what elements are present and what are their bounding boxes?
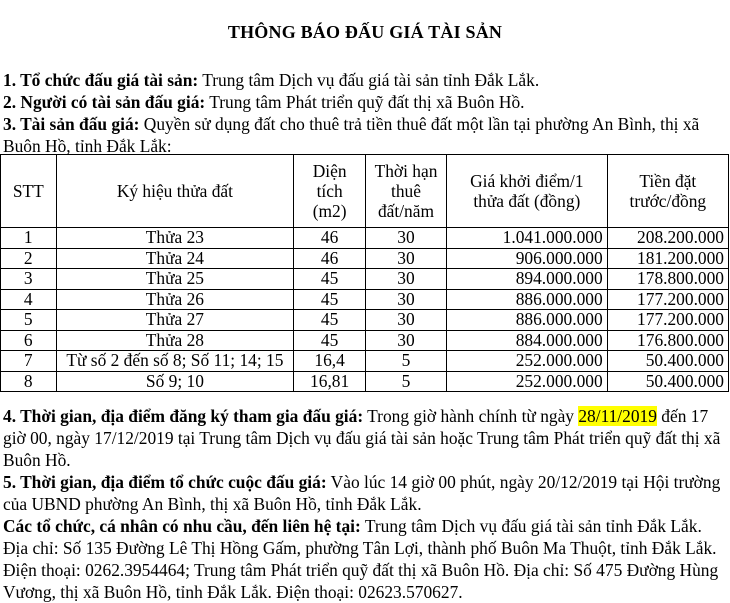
- header-lease-term: Thời hạn thuê đất/năm: [366, 155, 447, 228]
- cell-area: 45: [294, 269, 366, 290]
- cell-lease-term: 30: [366, 289, 447, 310]
- table-row: [1, 289, 729, 310]
- cell-deposit: 208.200.000: [607, 228, 728, 249]
- section-contact-text: Trung tâm Dịch vụ đấu giá tài sản tỉnh Đắk Lắk. Địa chỉ: Số 135 Đường Lê Thị Hồng Gấm, phường Tân Lợi, thành phố Buôn Ma Thuột, tỉnh Đắk Lắk. Điện thoại: 0262.3954464; Trung tâm Phát triển quỹ đất thị xã Buôn Hồ. Địa chỉ: Số 475 Đường Hùng Vương, thị xã Buôn Hồ, tỉnh Đắk Lắk. Điện thoại: 02623.570627.: [3, 516, 719, 602]
- cell-area: 46: [294, 248, 366, 269]
- cell-deposit: 177.200.000: [607, 310, 728, 331]
- cell-area: 45: [294, 330, 366, 351]
- cell-parcel-id: Từ số 2 đến số 8; Số 11; 14; 15: [56, 351, 294, 372]
- cell-parcel-id: Thửa 28: [56, 330, 294, 351]
- cell-starting-price: 884.000.000: [447, 330, 608, 351]
- cell-parcel-id: Thửa 23: [56, 228, 294, 249]
- cell-starting-price: 906.000.000: [447, 248, 608, 269]
- section-4-text-after: đến 17 giờ 00, ngày 17/12/2019 tại Trung tâm Dịch vụ đấu giá tài sản hoặc Trung tâm Phát triển quỹ đất thị xã Buôn Hồ.: [3, 406, 721, 470]
- section-1-label: 1. Tổ chức đấu giá tài sản:: [3, 70, 199, 90]
- cell-starting-price: 894.000.000: [447, 269, 608, 290]
- header-starting-price: Giá khởi điểm/1 thửa đất (đồng): [447, 155, 608, 228]
- table-row: [1, 351, 729, 372]
- cell-starting-price: 886.000.000: [447, 310, 608, 331]
- section-1-text: Trung tâm Dịch vụ đấu giá tài sản tỉnh Đắk Lắk.: [198, 70, 540, 90]
- cell-lease-term: 30: [366, 248, 447, 269]
- table-row: [1, 310, 729, 331]
- cell-deposit: 177.200.000: [607, 289, 728, 310]
- cell-stt: 5: [1, 310, 57, 331]
- cell-lease-term: 5: [366, 351, 447, 372]
- cell-stt: 3: [1, 269, 57, 290]
- section-4-text-before: Trong giờ hành chính từ ngày: [363, 406, 579, 426]
- section-5-text: Vào lúc 14 giờ 00 phút, ngày 20/12/2019 tại Hội trường của UBND phường An Bình, thị xã Buôn Hồ, tỉnh Đắk Lắk.: [3, 472, 721, 514]
- section-5: [3, 471, 725, 515]
- cell-starting-price: 1.041.000.000: [447, 228, 608, 249]
- table-row: [1, 371, 729, 392]
- table-row: [1, 330, 729, 351]
- table-header-row: [1, 155, 729, 228]
- header-area: Diện tích (m2): [294, 155, 366, 228]
- cell-parcel-id: Thửa 25: [56, 269, 294, 290]
- section-4: [3, 405, 725, 471]
- cell-area: 16,4: [294, 351, 366, 372]
- section-contact-label: Các tổ chức, cá nhân có nhu cầu, đến liên hệ tại:: [3, 516, 361, 536]
- header-deposit: Tiền đặt trước/đồng: [607, 155, 728, 228]
- section-1: [3, 69, 725, 91]
- highlighted-date: 28/11/2019: [578, 406, 657, 426]
- cell-starting-price: 886.000.000: [447, 289, 608, 310]
- cell-parcel-id: Số 9; 10: [56, 371, 294, 392]
- section-5-label: 5. Thời gian, địa điểm tổ chức cuộc đấu giá:: [3, 472, 327, 492]
- section-2-text: Trung tâm Phát triển quỹ đất thị xã Buôn Hồ.: [205, 92, 525, 112]
- cell-parcel-id: Thửa 26: [56, 289, 294, 310]
- cell-deposit: 50.400.000: [607, 351, 728, 372]
- section-2-label: 2. Người có tài sản đấu giá:: [3, 92, 206, 112]
- cell-stt: 6: [1, 330, 57, 351]
- cell-lease-term: 30: [366, 310, 447, 331]
- section-4-label: 4. Thời gian, địa điểm đăng ký tham gia đấu giá:: [3, 406, 364, 426]
- header-parcel-id: Ký hiệu thửa đất: [56, 155, 294, 228]
- cell-parcel-id: Thửa 24: [56, 248, 294, 269]
- auction-lots-table: [0, 154, 729, 392]
- cell-stt: 1: [1, 228, 57, 249]
- section-3: [3, 113, 725, 157]
- section-contact: [3, 515, 725, 603]
- cell-stt: 2: [1, 248, 57, 269]
- cell-stt: 8: [1, 371, 57, 392]
- cell-stt: 4: [1, 289, 57, 310]
- cell-deposit: 178.800.000: [607, 269, 728, 290]
- cell-deposit: 181.200.000: [607, 248, 728, 269]
- cell-area: 16,81: [294, 371, 366, 392]
- section-3-label: 3. Tài sản đấu giá:: [3, 114, 140, 134]
- cell-deposit: 50.400.000: [607, 371, 728, 392]
- header-stt: STT: [1, 155, 57, 228]
- cell-parcel-id: Thửa 27: [56, 310, 294, 331]
- table-row: [1, 228, 729, 249]
- table-row: [1, 269, 729, 290]
- table-row: [1, 248, 729, 269]
- section-3-text: Quyền sử dụng đất cho thuê trả tiền thuê đất một lần tại phường An Bình, thị xã Buôn Hồ, tỉnh Đắk Lắk:: [3, 114, 700, 156]
- cell-area: 45: [294, 289, 366, 310]
- cell-lease-term: 30: [366, 330, 447, 351]
- cell-lease-term: 30: [366, 269, 447, 290]
- cell-starting-price: 252.000.000: [447, 351, 608, 372]
- cell-area: 45: [294, 310, 366, 331]
- cell-lease-term: 5: [366, 371, 447, 392]
- cell-deposit: 176.800.000: [607, 330, 728, 351]
- cell-starting-price: 252.000.000: [447, 371, 608, 392]
- section-2: [3, 91, 725, 113]
- cell-area: 46: [294, 228, 366, 249]
- cell-stt: 7: [1, 351, 57, 372]
- document-title: THÔNG BÁO ĐẤU GIÁ TÀI SẢN: [227, 22, 503, 42]
- cell-lease-term: 30: [366, 228, 447, 249]
